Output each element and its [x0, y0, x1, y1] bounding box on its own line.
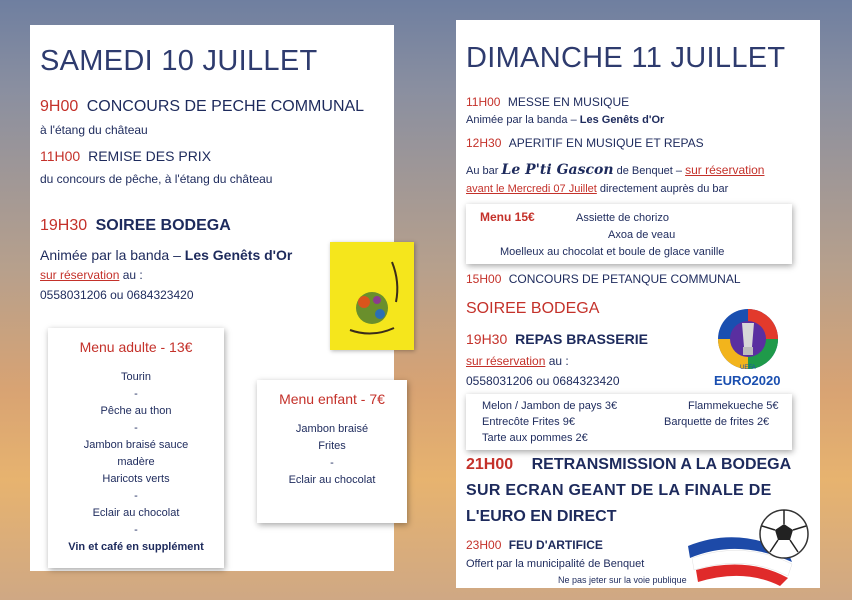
- sunday-panel: [456, 20, 820, 588]
- menu-adulte-title: Menu adulte - 13€: [79, 339, 193, 355]
- bar-text: Au bar: [466, 165, 502, 177]
- event-time: 9H00: [40, 98, 79, 115]
- banda-name: Les Genêts d'Or: [579, 114, 665, 126]
- brasserie-menu-box: [466, 394, 792, 450]
- menu-item: -: [134, 490, 138, 502]
- event-title: CONCOURS DE PETANQUE COMMUNAL: [508, 272, 741, 286]
- banda-text: Animée par la banda –: [40, 247, 185, 263]
- menu-item: -: [134, 388, 138, 400]
- event-peche: [40, 98, 364, 116]
- menu-item: madère: [117, 456, 155, 468]
- phone-numbers: 0558031206 ou 0684323420: [40, 288, 194, 302]
- event-title: RETRANSMISSION A LA BODEGA: [531, 456, 792, 473]
- event-bodega: [40, 217, 231, 235]
- event-petanque: [466, 272, 741, 286]
- menu-item: Barquette de frites 2€: [664, 416, 770, 428]
- euro2020-text: EURO2020: [714, 373, 781, 388]
- sunday-title: DIMANCHE 11 JUILLET: [466, 42, 786, 74]
- event-title: REMISE DES PRIX: [88, 148, 212, 164]
- phone-numbers: 0558031206 ou 0684323420: [466, 374, 620, 388]
- reservation-text: sur réservation: [466, 354, 546, 368]
- menu-item: Eclair au chocolat: [288, 474, 376, 486]
- menu-adulte-items: [48, 369, 224, 556]
- genets-dor-logo: [330, 242, 414, 350]
- football-icon: [688, 506, 818, 586]
- event-title: CONCOURS DE PECHE COMMUNAL: [86, 98, 365, 115]
- football-graphic: [688, 506, 818, 586]
- reservation-text: sur réservation: [685, 163, 765, 177]
- menu-item: Jambon braisé: [295, 423, 369, 435]
- menu-item: Tarte aux pommes 2€: [482, 432, 588, 444]
- menu-item: Pêche au thon: [100, 405, 172, 417]
- menu-enfant-title: Menu enfant - 7€: [279, 391, 385, 407]
- deadline-text: avant le Mercredi 07 Juillet: [466, 183, 597, 195]
- event-time: 19H30: [466, 331, 508, 347]
- menu-item: Entrecôte Frites 9€: [482, 416, 575, 428]
- deadline-tail: directement auprès du bar: [596, 183, 729, 195]
- event-time: 12H30: [466, 136, 502, 150]
- event-remise: [40, 148, 211, 164]
- retransmission-line3: L'EURO EN DIRECT: [466, 508, 617, 525]
- event-sub: Offert par la municipalité de Benquet: [466, 558, 645, 570]
- menu-item: -: [134, 524, 138, 536]
- menu-item: Moelleux au chocolat et boule de glace vanille: [500, 246, 725, 258]
- event-title: FEU D'ARTIFICE: [508, 538, 603, 552]
- bar-line: [466, 162, 764, 178]
- event-title: REPAS BRASSERIE: [515, 331, 648, 347]
- soiree-bodega-heading: SOIREE BODEGA: [466, 300, 600, 317]
- event-messe: [466, 95, 629, 109]
- deadline-line: [466, 183, 728, 195]
- event-time: 23H00: [466, 538, 502, 552]
- menu-item: Flammekueche 5€: [688, 400, 779, 412]
- footer-notice: Ne pas jeter sur la voie publique: [558, 575, 687, 585]
- menu-item: Haricots verts: [102, 473, 170, 485]
- event-title: MESSE EN MUSIQUE: [507, 95, 630, 109]
- banda-name: Les Genêts d'Or: [184, 247, 293, 263]
- event-time: 15H00: [466, 272, 502, 286]
- reservation-line: [466, 354, 569, 368]
- menu-item: -: [330, 457, 334, 469]
- menu-item: Tourin: [121, 371, 151, 383]
- event-feu-artifice: [466, 538, 603, 552]
- menu-item: Assiette de chorizo: [576, 212, 669, 224]
- euro2020-logo: [708, 305, 788, 390]
- menu-item: -: [134, 422, 138, 434]
- menu-15-label: Menu 15€: [480, 210, 535, 224]
- bar-name: Le P'ti Gascon: [501, 162, 614, 178]
- event-sub: à l'étang du château: [40, 123, 148, 137]
- event-time: 19H30: [40, 217, 88, 234]
- banda-logo-icon: [330, 242, 414, 350]
- reservation-tail: au :: [545, 354, 569, 368]
- menu-item: Frites: [318, 440, 346, 452]
- menu-15-box: [466, 204, 792, 264]
- menu-enfant-box: [257, 380, 407, 523]
- bar-text: de Benquet –: [613, 165, 686, 177]
- reservation-text: sur réservation: [40, 268, 120, 282]
- reservation-line: [40, 268, 143, 282]
- uefa-text: UEFA: [740, 365, 756, 371]
- event-time: 21H00: [466, 456, 514, 473]
- event-time: 11H00: [466, 95, 501, 109]
- menu-adulte-box: [48, 328, 224, 568]
- event-banda: [40, 247, 292, 263]
- menu-item: Melon / Jambon de pays 3€: [482, 400, 618, 412]
- menu-footer: Vin et café en supplément: [68, 541, 204, 553]
- menu-item: Jambon braisé sauce: [83, 439, 189, 451]
- retransmission-line2: SUR ECRAN GEANT DE LA FINALE DE: [466, 482, 772, 499]
- event-title: APERITIF EN MUSIQUE ET REPAS: [508, 136, 704, 150]
- menu-item: Axoa de veau: [608, 229, 676, 241]
- reservation-tail: au :: [119, 268, 143, 282]
- menu-enfant-items: [257, 421, 407, 489]
- saturday-title: SAMEDI 10 JUILLET: [40, 45, 318, 77]
- event-retransmission: [466, 456, 791, 474]
- menu-item: Eclair au chocolat: [92, 507, 180, 519]
- event-sub: [466, 114, 664, 126]
- saturday-panel: [30, 25, 394, 571]
- event-aperitif: [466, 136, 704, 150]
- event-sub: du concours de pêche, à l'étang du château: [40, 172, 273, 186]
- event-time: 11H00: [40, 148, 81, 164]
- banda-text: Animée par la banda –: [466, 114, 580, 126]
- event-title: SOIREE BODEGA: [95, 217, 231, 234]
- event-brasserie: [466, 331, 648, 347]
